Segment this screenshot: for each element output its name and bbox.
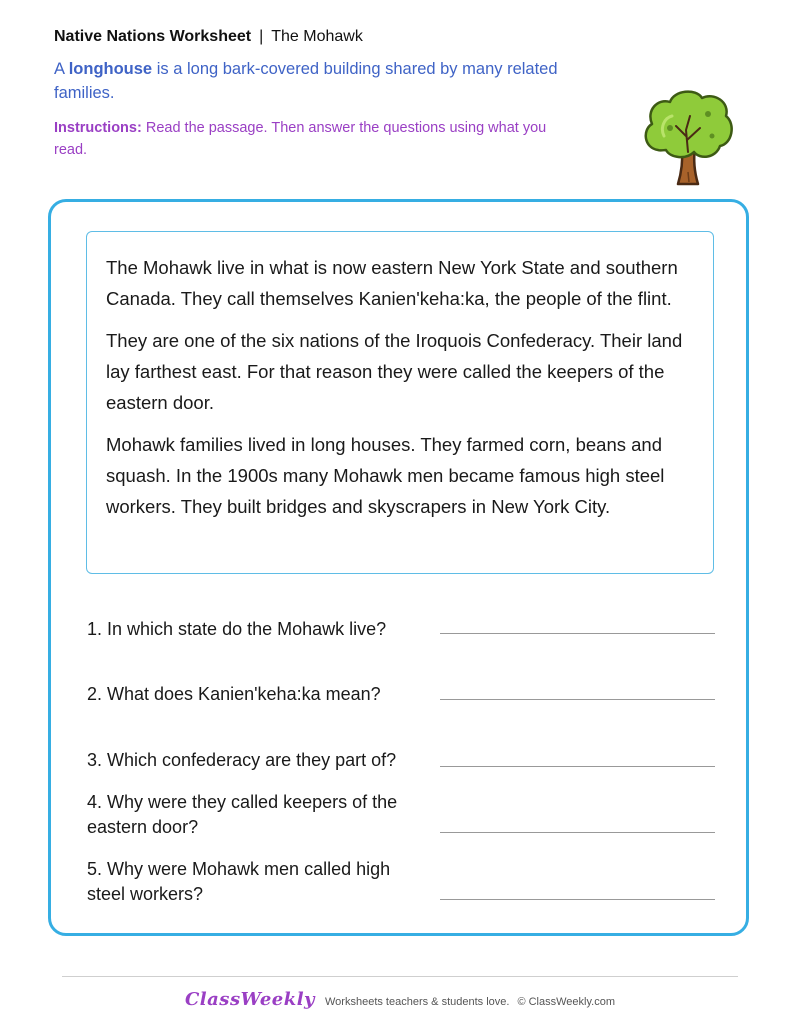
title-bold: Native Nations Worksheet: [54, 28, 252, 45]
worksheet-title: [54, 26, 614, 48]
passage-paragraph: Mohawk families lived in long houses. They farmed corn, beans and squash. In the 1900s many Mohawk men became famous high steel workers. They built bridges and skyscrapers in New York City.: [106, 434, 665, 517]
instructions-label: Instructions:: [54, 120, 142, 136]
answer-line-1[interactable]: [440, 633, 715, 634]
passage-paragraph: The Mohawk live in what is now eastern New York State and southern Canada. They call themselves Kanien'keha:ka, the people of the flint.: [106, 257, 678, 309]
question-3: 3. Which confederacy are they part of?: [87, 750, 397, 770]
tree-icon: [640, 86, 736, 190]
question-5: 5. Why were Mohawk men called high steel workers?: [87, 859, 391, 904]
answer-line-5[interactable]: [440, 899, 715, 900]
question-1: 1. In which state do the Mohawk live?: [87, 619, 387, 639]
definition: [54, 57, 594, 105]
question-4: 4. Why were they called keepers of the eastern door?: [87, 792, 398, 837]
brand-logo: ClassWeekly: [184, 989, 315, 1010]
footer: [0, 989, 800, 1010]
answer-line-4[interactable]: [440, 832, 715, 833]
footer-copyright: © ClassWeekly.com: [517, 996, 616, 1008]
instructions-text: Read the passage. Then answer the questions using what you read.: [54, 120, 547, 158]
definition-prefix: A: [54, 60, 65, 78]
answer-line-3[interactable]: [440, 766, 715, 767]
footer-tagline: Worksheets teachers & students love.: [325, 996, 510, 1008]
title-separator: |: [259, 28, 264, 45]
answer-line-2[interactable]: [440, 699, 715, 700]
footer-divider: [62, 976, 738, 977]
reading-passage: [86, 231, 714, 574]
instructions: [54, 117, 574, 161]
definition-term: longhouse: [68, 60, 153, 78]
question-2: 2. What does Kanien'keha:ka mean?: [87, 684, 381, 704]
title-topic: The Mohawk: [271, 28, 363, 45]
definition-rest: is a long bark-covered building shared by many related families.: [54, 60, 558, 102]
passage-paragraph: They are one of the six nations of the Iroquois Confederacy. Their land lay farthest east. For that reason they were called the keepers of the eastern door.: [106, 330, 683, 413]
worksheet-header: [54, 26, 614, 161]
